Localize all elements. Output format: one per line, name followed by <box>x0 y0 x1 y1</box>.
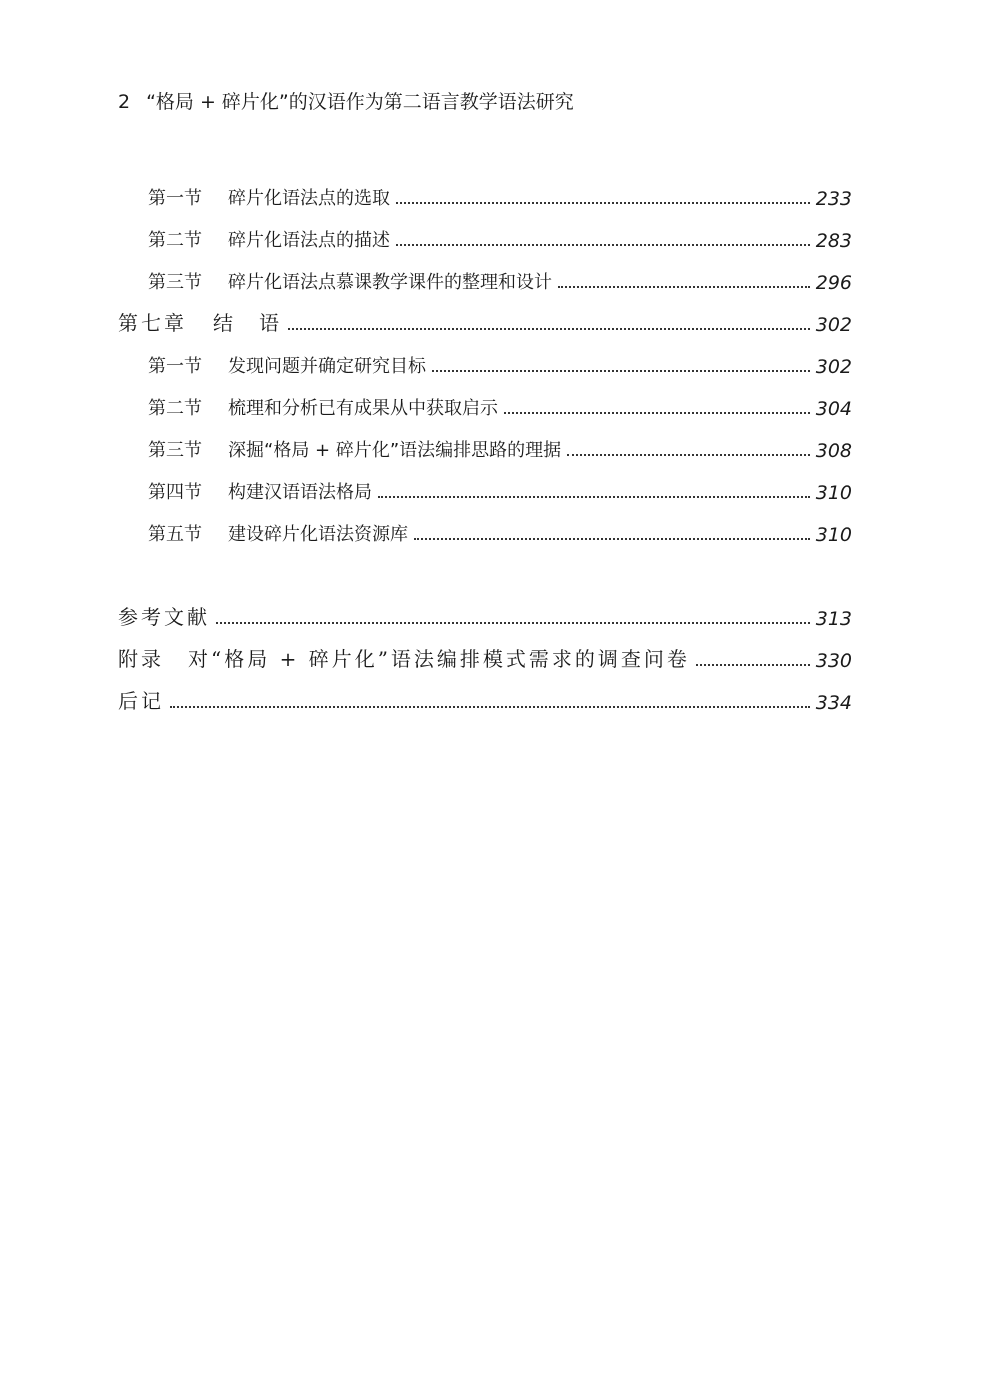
toc-entry-page: 283 <box>815 230 852 252</box>
toc-entry-appendix[interactable] <box>118 630 852 672</box>
toc-entry-section[interactable] <box>118 168 852 210</box>
toc-entry-prefix: 第四节 <box>148 482 202 503</box>
toc-entry-title: 对“格局 + 碎片化”语法编排模式需求的调查问卷 <box>188 647 690 671</box>
toc-entry-page: 313 <box>815 608 852 630</box>
toc-entry-prefix: 第三节 <box>148 440 202 461</box>
toc-entry-section[interactable] <box>118 462 852 504</box>
toc-entry-title: 建设碎片化语法资源库 <box>228 524 408 545</box>
toc-entry-title: 梳理和分析已有成果从中获取启示 <box>228 398 498 419</box>
toc-entry-title: 构建汉语语法格局 <box>228 482 372 503</box>
dot-leader <box>396 244 810 246</box>
dot-leader <box>170 706 810 708</box>
dot-leader <box>414 538 810 540</box>
toc-entry-page: 310 <box>815 524 852 546</box>
toc-entry-prefix: 第二节 <box>148 230 202 251</box>
dot-leader <box>567 454 810 456</box>
dot-leader <box>696 664 810 666</box>
toc-entry-section[interactable] <box>118 252 852 294</box>
toc-entry-section[interactable] <box>118 420 852 462</box>
toc-entry-title: 深掘“格局 + 碎片化”语法编排思路的理据 <box>228 440 562 461</box>
toc-entry-section[interactable] <box>118 210 852 252</box>
toc-entry-title: 发现问题并确定研究目标 <box>228 356 426 377</box>
toc-entry-page: 308 <box>815 440 852 462</box>
dot-leader <box>558 286 810 288</box>
toc-entry-section[interactable] <box>118 378 852 420</box>
toc-entry-prefix: 第一节 <box>148 356 202 377</box>
section-spacer <box>118 546 852 588</box>
running-header <box>118 88 574 116</box>
toc-entry-page: 310 <box>815 482 852 504</box>
toc-entry-page: 330 <box>815 650 852 672</box>
book-title: “格局 + 碎片化”的汉语作为第二语言教学语法研究 <box>146 91 574 113</box>
toc-entry-page: 302 <box>815 314 852 336</box>
toc-entry-prefix: 第二节 <box>148 398 202 419</box>
toc-entry-prefix: 第五节 <box>148 524 202 545</box>
dot-leader <box>504 412 810 414</box>
dot-leader <box>396 202 810 204</box>
toc-entry-title: 碎片化语法点的描述 <box>228 230 390 251</box>
toc-entry-page: 304 <box>815 398 852 420</box>
dot-leader <box>288 328 810 330</box>
toc-entry-afterword[interactable] <box>118 672 852 714</box>
dot-leader <box>216 622 810 624</box>
toc-entry-references[interactable] <box>118 588 852 630</box>
toc-entry-section[interactable] <box>118 504 852 546</box>
toc-entry-section[interactable] <box>118 336 852 378</box>
table-of-contents <box>118 168 852 714</box>
toc-entry-page: 302 <box>815 356 852 378</box>
toc-entry-title: 参考文献 <box>118 605 210 629</box>
toc-entry-title: 后记 <box>118 689 164 713</box>
toc-entry-prefix: 第七章 <box>118 311 187 335</box>
toc-entry-title: 结 语 <box>213 311 282 335</box>
toc-entry-title: 碎片化语法点的选取 <box>228 188 390 209</box>
toc-entry-chapter[interactable] <box>118 294 852 336</box>
toc-entry-prefix: 第三节 <box>148 272 202 293</box>
toc-entry-page: 334 <box>815 692 852 714</box>
toc-entry-page: 296 <box>815 272 852 294</box>
dot-leader <box>432 370 810 372</box>
toc-entry-prefix: 第一节 <box>148 188 202 209</box>
page-number: 2 <box>118 91 131 113</box>
toc-entry-title: 碎片化语法点慕课教学课件的整理和设计 <box>228 272 552 293</box>
toc-entry-prefix: 附录 <box>118 647 164 671</box>
dot-leader <box>378 496 810 498</box>
toc-entry-page: 233 <box>815 188 852 210</box>
